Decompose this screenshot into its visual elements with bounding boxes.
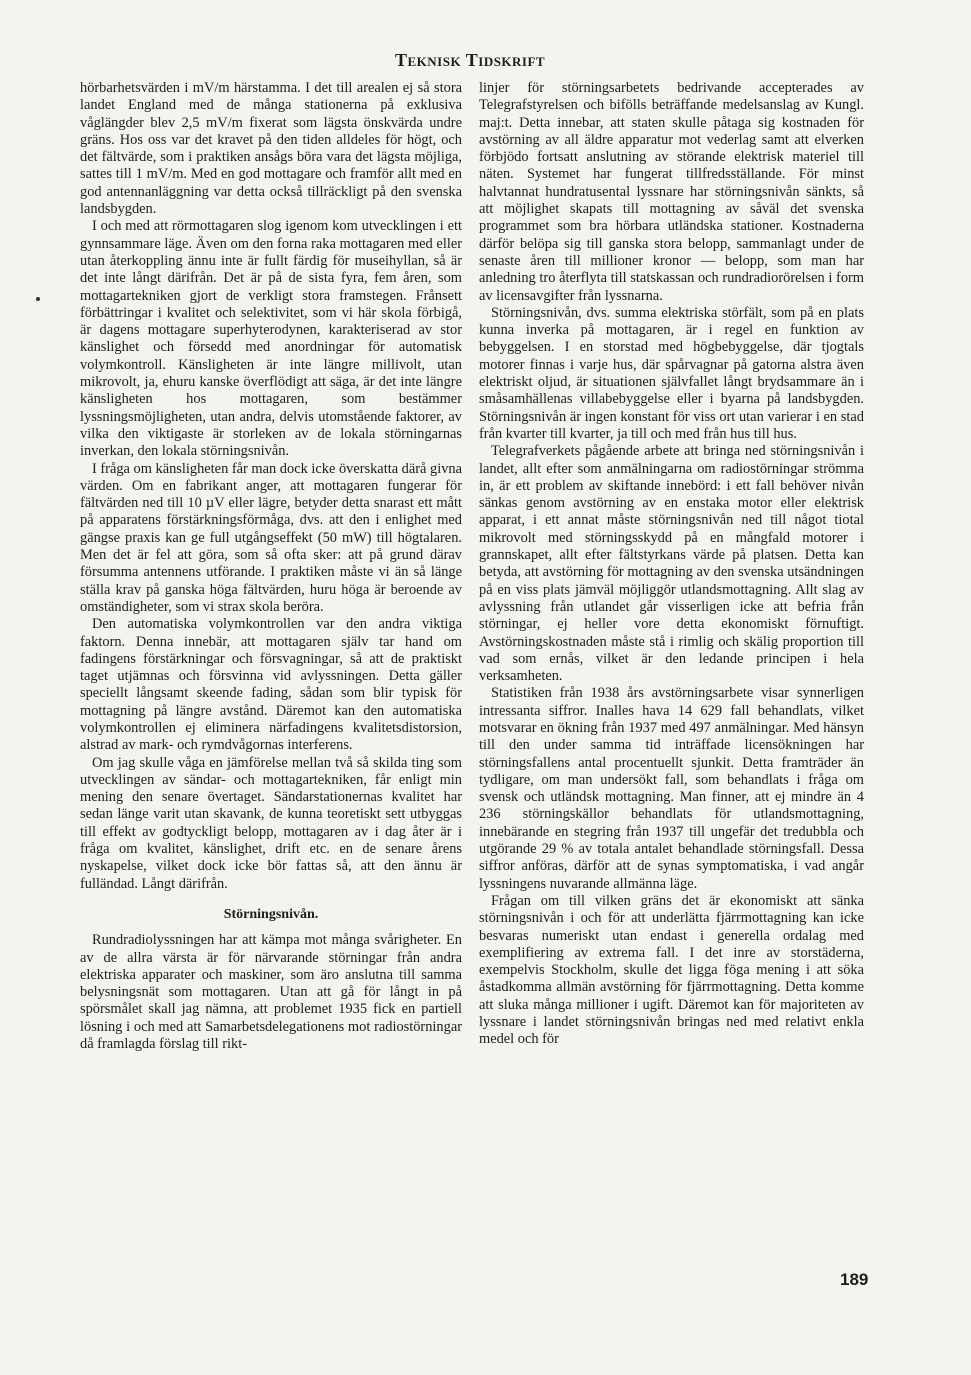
- right-column: [479, 80, 864, 1049]
- paragraph: I fråga om känsligheten får man dock icke överskatta därå givna värden. Om en fabrikant anger, att mottagaren fungerar för fältvärden ned till 10 µV eller lägre, betyder detta snarast ett mått på apparatens förstärkningsförmåga, dvs. att den i enlighet med gängse praxis kan ge full utgångseffekt (50 mW) till högtalaren. Men det är fel att göra, som så ofta sker: att på grund därav försumma antennens utförande. I praktiken måste vi än så länge ställa krav på ganska höga fältvärden, huru höga är beroende av omständigheter, som vi strax skola beröra.: [80, 460, 463, 615]
- paragraph: I och med att rörmottagaren slog igenom kom utvecklingen i ett gynnsammare läge. Även om den forna raka mottagaren med eller utan återkoppling ännu inte är fullt färdig för museihyllan, så är det inte långt därifrån. Det är på de sista fyra, fem åren, som mottagartekniken gjort de verkligt stora framstegen. Frånsett förbättringar i kvalitet och selektivitet, som vi här skola förbigå, är dagens mottagare superhyterodynen, karakteriserad av stor känslighet och försedd med anordningar för automatisk volymkontroll. Känsligheten är inte längre millivolt, utan mikrovolt, ja, ehuru kanske överflödigt att säga, är det inte längre känsligheten hos mottagaren, som bestämmer lyssningsmöjligheten, utan andra, delvis utomstående faktorer, av vilka den viktigaste är storleken av de lokala störningarnas inverkan, den lokala störningsnivån.: [80, 218, 462, 460]
- paragraph: Störningsnivån, dvs. summa elektriska störfält, som på en plats kunna inverka på mottagaren, är i regel en funktion av bebyggelsen. I en storstad med högbebyggelse, där tjogtals motorer finnas i varje hus, där spårvagnar på gatorna alstra även elektriskt oljud, är situationen självfallet långt brydsammare än i småsamhällenas villabebyggelse eller i byarna på landsbygden. Störningsnivån är ingen konstant för viss ort utan varierar i en stad från kvarter till kvarter, ja till och med från hus till hus.: [479, 304, 864, 442]
- paragraph: Frågan om till vilken gräns det är ekonomiskt att sänka störningsnivån i och för att underlätta fjärrmottagning kan icke besvaras numeriskt utan endast i generella ordalag med exemplifiering av extrema fall. I det inre av storstäderna, exempelvis Stockholm, skulle det ligga föga mening i att söka åstadkomma allmän avstörning för fjärrmottagning. Detta komme att sluka många millioner i ugift. Däremot kan för majoriteten av lyssnare i landet störningsnivån bringas ned med relativt enkla medel och för: [479, 892, 864, 1048]
- paragraph: Telegrafverkets pågående arbete att bringa ned störningsnivån i landet, allt efter som anmälningarna om radiostörningar strömma in, är ett problem av skiftande innebörd: i ett fall behöver nivån sänkas genom avstörning av en enstaka motor eller elektrisk apparat, i ett annat måste störningsnivån ned till något tiotal mikrovolt med störningsskydd på en mångfald motorer i grannskapet, allt efter fältstyrkans värde på platsen. Detta kan betyda, att avstörning för mottagning av den svenska utsändningen på en viss plats jämväl möjliggör utlandsmottagning. Allt slag av avlyssning från utlandet går visserligen icke att befria från störningar, ej heller vore detta ekonomiskt förnuftigt. Avstörningskostnaden måste stå i rimlig och skälig proportion till vad som ernås, vilket är den ledande principen i hela verksamheten.: [479, 443, 864, 685]
- paragraph: Rundradiolyssningen har att kämpa mot många svårigheter. En av de allra värsta är för närvarande störningar från andra elektriska apparater och maskiner, som äro anslutna till samma belysningsnät som mottagaren. Utan att gå för långt in på spörsmålet skall jag nämna, att problemet 1935 fick en partiell lösning i och med att Samarbetsdelegationens mot radiostörningar då framlagda förslag till rikt-: [80, 932, 462, 1053]
- paragraph: Statistiken från 1938 års avstörningsarbete visar synnerligen intressanta siffror. Inalles hava 14 629 fall behandlats, vilket motsvarar en ökning från 1937 med 497 anmälningar. Med hänsyn till den under samma tid inträffade licensökningen har störningsfallens antal procentuellt sjunkit. Detta framträder än tydligare, om man undersökt fall, som behandlats i fråga om svensk och utländsk mottagning. Man finner, att ej mindre än 4 236 störningskällor behandlats för utlandsmottagning, innebärande en stegring från 1937 till ungefär det tredubbla och utgörande 29 % av totala antalet behandlade störningsfall. Dessa siffror anföras, därför att de synas symptomatiska, i vad angår lyssningens nuvarande allmänna läge.: [479, 685, 864, 892]
- paragraph: Den automatiska volymkontrollen var den andra viktiga faktorn. Denna innebär, att mottagaren själv tar hand om fadingens förstärkningar och försvagningar, så att de praktiskt taget utjämnas och försvinna vid avlyssningen. Detta gäller speciellt långsamt skeende fading, sådan som blir typisk för mottagning på längre avstånd. Däremot kan den automatiska volymkontrollen ej eliminera närfadingens kvalitetsdistorsion, alstrad av mark- och rymdvågornas interferens.: [80, 616, 462, 754]
- page-header: Teknisk Tidskrift: [395, 50, 546, 70]
- page-number: 189: [840, 1270, 869, 1289]
- paragraph: linjer för störningsarbetets bedrivande accepterades av Telegrafstyrelsen och bifölls beträffande medelsanslag av Kungl. maj:t. Detta innebar, att staten skulle påtaga sig kostnaden för avstörning av all äldre apparatur mot vederlag samt att elverken förbjödo fortsatt anslutning av störande elektrisk materiel till näten. Systemet har fungerat tillfredsställande. För minst halvtannat hundratusental lyssnare har störningsnivån sänkts, så att möjlighet skapats till mottagning av såväl det svenska programmet som bra hörbara utländska stationer. Kostnaderna därför belöpa sig till ganska stora belopp, sammanlagt under de senaste åren till millioner kronor — belopp, som man har anledning tro återflyta till statskassan och rundradiorörelsen i form av licensavgifter från lyssnarna.: [479, 80, 864, 304]
- margin-dot: [36, 297, 40, 301]
- paragraph: Om jag skulle våga en jämförelse mellan två så skilda ting som utvecklingen av sändar- och mottagartekniken, får enligt min mening den senare övertaget. Sändarstationernas kvalitet har sedan länge varit utan skavank, de kunna teoretiskt sett utbyggas till effekt av godtyckligt belopp, mottagaren av i dag åter är i fråga om kvalitet, känslighet, drift etc. en de senare årens nyskapelse, vilket dock icke bör fattas så, att den ännu är fulländad. Långt därifrån.: [80, 754, 462, 892]
- section-heading: Störningsnivån.: [223, 906, 319, 922]
- left-column: [80, 80, 462, 1053]
- paragraph: hörbarhetsvärden i mV/m härstamma. I det till arealen ej så stora landet England med de många stationerna på exklusiva våglängder blev 2,5 mV/m fixerat som lägsta önskvärda undre gräns. Hos oss var det kravet på den tiden alldeles för högt, och det fältvärde, som i praktiken ansågs böra vara det lägsta möjliga, sattes till 1 mV/m. Med en god mottagare och framför allt med en god antennanläggning var detta också tillräckligt på den svenska landsbygden.: [80, 80, 462, 218]
